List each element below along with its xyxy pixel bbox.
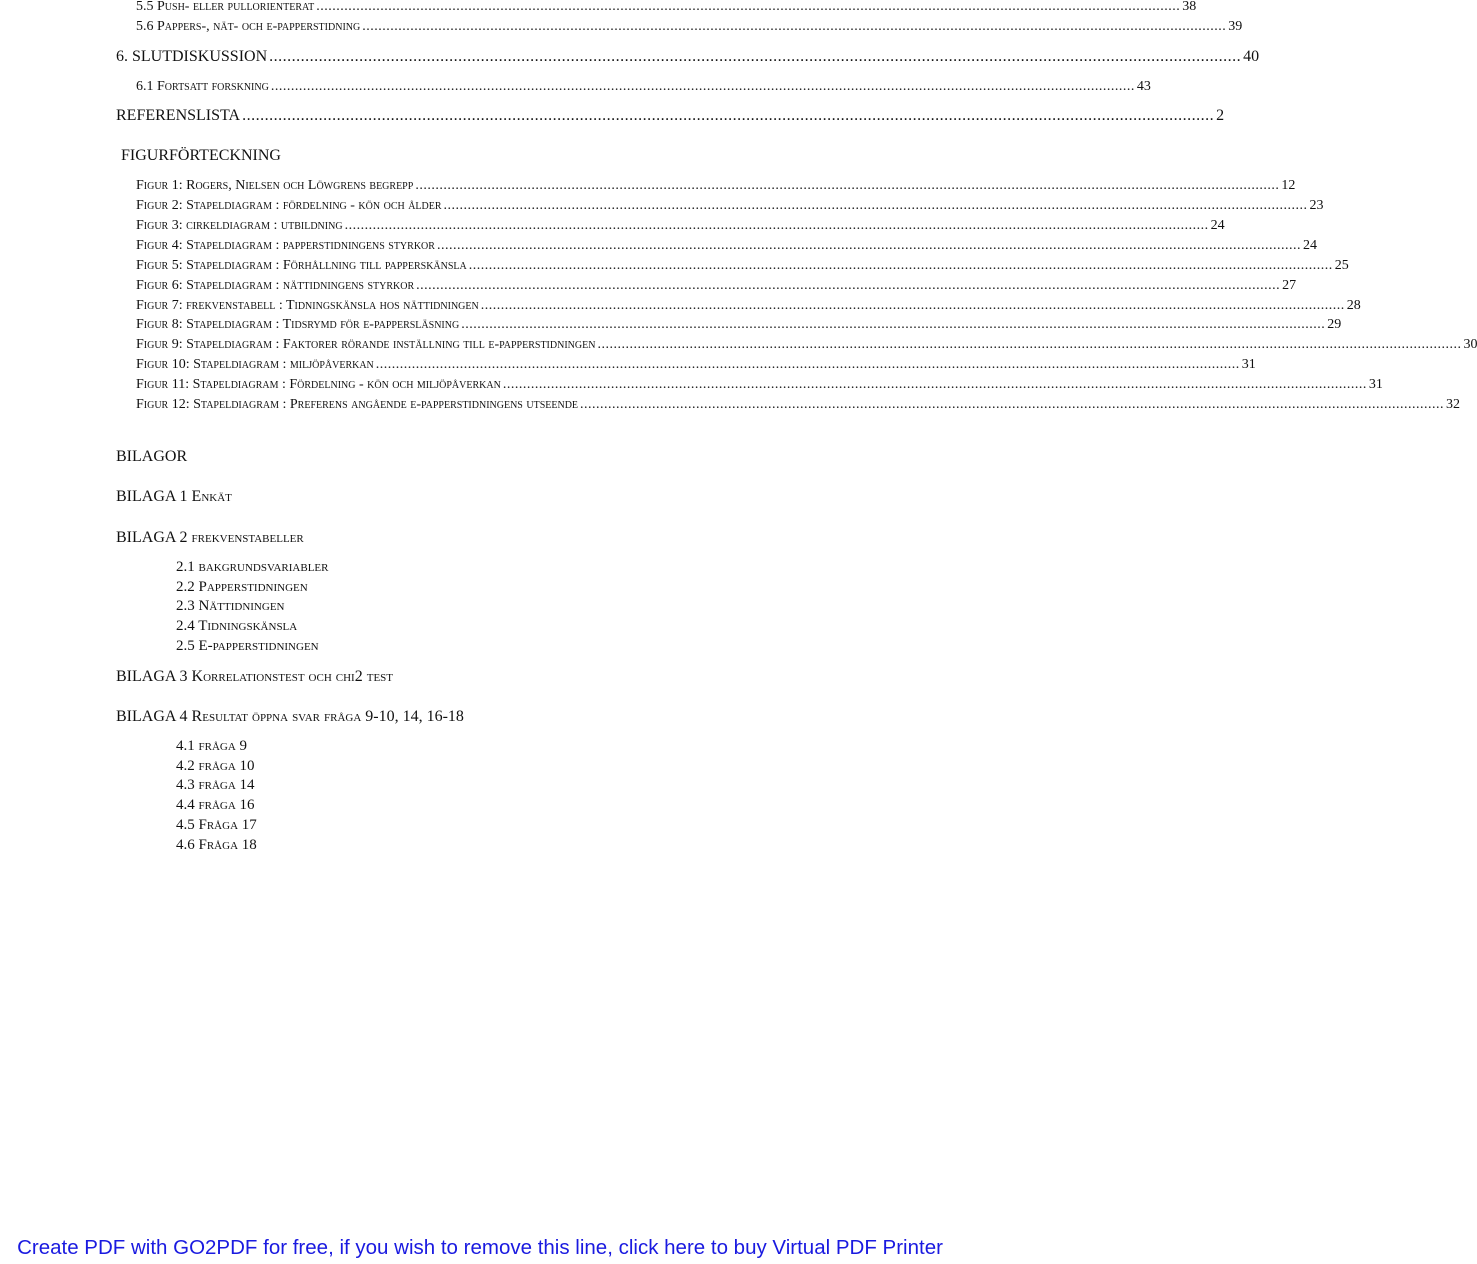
figure-entry[interactable] xyxy=(136,218,1225,233)
dot-leader: ........................................................................................................................................................................................................................ xyxy=(270,79,1135,94)
dot-leader: ........................................................................................................................................................................................................................ xyxy=(502,377,1367,392)
dot-leader: ........................................................................................................................................................................................................................ xyxy=(461,317,1326,332)
appendix-2-item[interactable]: 2.5 E-papperstidningen xyxy=(176,638,319,654)
figure-entry[interactable] xyxy=(136,298,1361,313)
dot-leader: ........................................................................................................................................................................................................................ xyxy=(415,178,1280,193)
dot-leader: ........................................................................................................................................................................................................................ xyxy=(468,258,1333,273)
toc-entry-page: 39 xyxy=(1228,19,1243,34)
figure-entry[interactable] xyxy=(136,238,1317,253)
figure-entry-label: Figur 5: Stapeldiagram : Förhållning till papperskänsla xyxy=(136,258,467,273)
dot-leader: ........................................................................................................................................................................................................................ xyxy=(443,198,1308,213)
figure-entry-label: Figur 6: Stapeldiagram : nättidningens styrkor xyxy=(136,278,415,293)
go2pdf-footer-link[interactable]: Create PDF with GO2PDF for free, if you wish to remove this line, click here to buy Virtual PDF Printer xyxy=(17,1236,943,1259)
toc-entry-label: REFERENSLISTA xyxy=(116,107,241,124)
figure-entry-page: 30 xyxy=(1463,337,1477,352)
toc-entry-label: 5.6 Pappers-, nät- och e-papperstidning xyxy=(136,19,361,34)
figure-entry-label: Figur 3: cirkeldiagram : utbildning xyxy=(136,218,343,233)
dot-leader: ........................................................................................................................................................................................................................ xyxy=(316,0,1181,14)
appendix-4-item[interactable]: 4.1 fråga 9 xyxy=(176,738,248,754)
figure-entry-page: 25 xyxy=(1334,258,1349,273)
figure-entry-label: Figur 7: frekvenstabell : Tidningskänsla hos nättidningen xyxy=(136,298,479,313)
figure-entry-page: 23 xyxy=(1309,198,1324,213)
appendix-4-item[interactable]: 4.4 fråga 16 xyxy=(176,797,255,813)
appendix-2-item[interactable]: 2.4 Tidningskänsla xyxy=(176,618,298,634)
appendix-2-item[interactable]: 2.1 bakgrundsvariabler xyxy=(176,559,329,575)
dot-leader: ........................................................................................................................................................................................................................ xyxy=(480,298,1345,313)
dot-leader: ........................................................................................................................................................................................................................ xyxy=(597,337,1462,352)
figure-entry[interactable] xyxy=(136,377,1383,392)
appendix-4-item[interactable]: 4.5 Fråga 17 xyxy=(176,817,257,833)
figure-entry-page: 31 xyxy=(1368,377,1383,392)
toc-entry-label: 5.5 Push- eller pullorienterat xyxy=(136,0,315,14)
dot-leader: ........................................................................................................................................................................................................................ xyxy=(375,357,1240,372)
figure-entry-label: Figur 10: Stapeldiagram : miljöpåverkan xyxy=(136,357,374,372)
appendix-2[interactable]: BILAGA 2 frekvenstabeller xyxy=(116,529,304,546)
toc-entry[interactable] xyxy=(136,79,1151,94)
figure-entry-page: 31 xyxy=(1241,357,1256,372)
figure-entry-page: 24 xyxy=(1210,218,1225,233)
toc-entry-page: 40 xyxy=(1243,48,1260,65)
toc-entry-page: 2 xyxy=(1216,107,1225,124)
figure-entry-page: 27 xyxy=(1282,278,1297,293)
toc-entry-page: 38 xyxy=(1182,0,1197,14)
figure-entry[interactable] xyxy=(136,357,1256,372)
appendix-4[interactable]: BILAGA 4 Resultat öppna svar fråga 9-10, 14, 16-18 xyxy=(116,708,464,725)
appendix-4-item[interactable]: 4.2 fråga 10 xyxy=(176,758,255,774)
appendix-3[interactable]: BILAGA 3 Korrelationstest och chi2 test xyxy=(116,668,393,685)
figure-entry-label: Figur 2: Stapeldiagram : fördelning - kön och ålder xyxy=(136,198,442,213)
dot-leader: ........................................................................................................................................................................................................................ xyxy=(416,278,1281,293)
figure-entry-page: 24 xyxy=(1302,238,1317,253)
appendix-1[interactable]: BILAGA 1 Enkät xyxy=(116,488,232,505)
dot-leader: ........................................................................................................................................................................................................................ xyxy=(580,397,1445,412)
figure-entry[interactable] xyxy=(136,178,1296,193)
toc-entry-page: 43 xyxy=(1136,79,1151,94)
appendix-4-item[interactable]: 4.6 Fråga 18 xyxy=(176,837,257,853)
dot-leader: ........................................................................................................................................................................................................................ xyxy=(269,48,1242,65)
toc-entry[interactable] xyxy=(116,107,1225,124)
figure-entry-page: 29 xyxy=(1327,317,1342,332)
figure-entry-label: Figur 11: Stapeldiagram : Fördelning - kön och miljöpåverkan xyxy=(136,377,501,392)
figure-entry-page: 12 xyxy=(1281,178,1296,193)
figure-entry-label: Figur 12: Stapeldiagram : Preferens angående e-papperstidningens utseende xyxy=(136,397,579,412)
toc-entry-label: 6. SLUTDISKUSSION xyxy=(116,48,268,65)
figure-entry-label: Figur 8: Stapeldiagram : Tidsrymd för e-pappersläsning xyxy=(136,317,460,332)
dot-leader: ........................................................................................................................................................................................................................ xyxy=(242,107,1215,124)
figure-entry[interactable] xyxy=(136,278,1297,293)
figure-entry-label: Figur 4: Stapeldiagram : papperstidningens styrkor xyxy=(136,238,435,253)
toc-entry-label: 6.1 Fortsatt forskning xyxy=(136,79,269,94)
figure-entry-label: Figur 1: Rogers, Nielsen och Löwgrens begrepp xyxy=(136,178,414,193)
figure-entry[interactable] xyxy=(136,198,1324,213)
figure-entry[interactable] xyxy=(136,317,1342,332)
dot-leader: ........................................................................................................................................................................................................................ xyxy=(436,238,1301,253)
figure-entry-page: 28 xyxy=(1346,298,1361,313)
figure-list-heading: FIGURFÖRTECKNING xyxy=(121,147,281,164)
figure-entry-page: 32 xyxy=(1446,397,1461,412)
appendix-2-item[interactable]: 2.2 Papperstidningen xyxy=(176,579,308,595)
toc-entry[interactable] xyxy=(116,48,1260,65)
figure-entry[interactable] xyxy=(136,258,1349,273)
dot-leader: ........................................................................................................................................................................................................................ xyxy=(344,218,1209,233)
dot-leader: ........................................................................................................................................................................................................................ xyxy=(362,19,1227,34)
appendix-2-item[interactable]: 2.3 Nättidningen xyxy=(176,598,285,614)
toc-entry[interactable] xyxy=(136,0,1197,14)
figure-entry-label: Figur 9: Stapeldiagram : Faktorer rörande inställning till e-papperstidningen xyxy=(136,337,596,352)
toc-entry[interactable] xyxy=(136,19,1243,34)
appendix-heading: BILAGOR xyxy=(116,448,188,465)
appendix-4-item[interactable]: 4.3 fråga 14 xyxy=(176,777,255,793)
figure-entry[interactable] xyxy=(136,337,1477,352)
figure-entry[interactable] xyxy=(136,397,1461,412)
